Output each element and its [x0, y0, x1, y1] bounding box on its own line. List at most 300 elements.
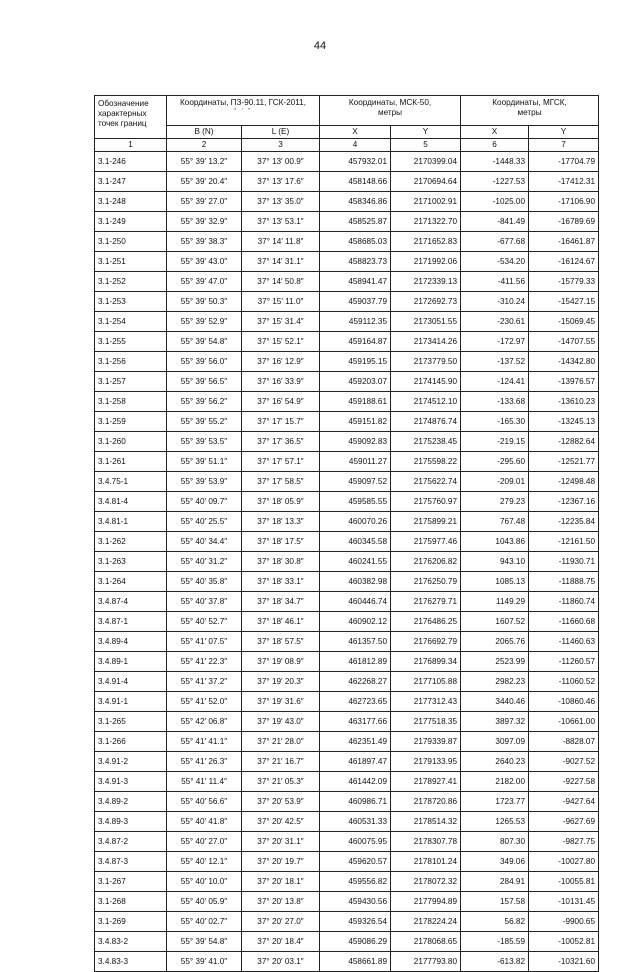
msk-x-cell: 458525.87: [320, 212, 391, 232]
latitude-cell: 55° 40′ 12.1″: [167, 852, 242, 872]
mgsk-x-cell: -137.52: [461, 352, 529, 372]
msk-y-cell: 2177994.89: [391, 892, 461, 912]
longitude-cell: 37° 17′ 15.7″: [242, 412, 320, 432]
header-point-designation-line-2: характерных: [98, 109, 147, 118]
msk-x-cell: 461442.09: [320, 772, 391, 792]
table-row: [95, 912, 599, 932]
mgsk-x-cell: 284.91: [461, 872, 529, 892]
latitude-cell: 55° 39′ 52.9″: [167, 312, 242, 332]
mgsk-x-cell: 1149.29: [461, 592, 529, 612]
latitude-cell: 55° 41′ 26.3″: [167, 752, 242, 772]
table-row: [95, 192, 599, 212]
longitude-cell: 37° 20′ 42.5″: [242, 812, 320, 832]
msk-y-cell: 2179339.87: [391, 732, 461, 752]
msk-y-cell: 2174512.10: [391, 392, 461, 412]
point-id-cell: 3.4.91-2: [95, 752, 167, 772]
longitude-cell: 37° 14′ 11.8″: [242, 232, 320, 252]
msk-x-cell: 459203.07: [320, 372, 391, 392]
longitude-cell: 37° 17′ 36.5″: [242, 432, 320, 452]
mgsk-y-cell: -9027.52: [529, 752, 599, 772]
point-id-cell: 3.4.87-4: [95, 592, 167, 612]
longitude-cell: 37° 17′ 57.1″: [242, 452, 320, 472]
msk-y-cell: 2178224.24: [391, 912, 461, 932]
latitude-cell: 55° 40′ 25.5″: [167, 512, 242, 532]
latitude-cell: 55° 39′ 27.0″: [167, 192, 242, 212]
table-row: [95, 752, 599, 772]
mgsk-x-cell: 3440.46: [461, 692, 529, 712]
mgsk-x-cell: -230.61: [461, 312, 529, 332]
longitude-cell: 37° 15′ 31.4″: [242, 312, 320, 332]
mgsk-x-cell: 767.48: [461, 512, 529, 532]
longitude-cell: 37° 16′ 12.9″: [242, 352, 320, 372]
msk-y-cell: 2176899.34: [391, 652, 461, 672]
msk-x-cell: 459112.35: [320, 312, 391, 332]
mgsk-x-cell: -1448.33: [461, 152, 529, 172]
msk-x-cell: 460241.55: [320, 552, 391, 572]
longitude-cell: 37° 21′ 16.7″: [242, 752, 320, 772]
point-id-cell: 3.1-266: [95, 732, 167, 752]
msk-y-cell: 2178514.32: [391, 812, 461, 832]
mgsk-y-cell: -10052.81: [529, 932, 599, 952]
msk-x-cell: 461357.50: [320, 632, 391, 652]
header-sub-l: L (E): [242, 126, 320, 139]
mgsk-y-cell: -12521.77: [529, 452, 599, 472]
longitude-cell: 37° 18′ 33.1″: [242, 572, 320, 592]
mgsk-y-cell: -11930.71: [529, 552, 599, 572]
mgsk-y-cell: -11060.52: [529, 672, 599, 692]
point-id-cell: 3.4.89-3: [95, 812, 167, 832]
point-id-cell: 3.1-250: [95, 232, 167, 252]
page-number: 44: [313, 40, 327, 52]
longitude-cell: 37° 15′ 52.1″: [242, 332, 320, 352]
longitude-cell: 37° 19′ 20.3″: [242, 672, 320, 692]
latitude-cell: 55° 39′ 43.0″: [167, 252, 242, 272]
table-row: [95, 212, 599, 232]
table-row: [95, 732, 599, 752]
mgsk-y-cell: -12367.16: [529, 492, 599, 512]
header-sub-x-mgsk: X: [461, 126, 529, 139]
header-group-mgsk-line-1: Координаты, МГСК,: [492, 98, 567, 107]
header-sub-b: B (N): [167, 126, 242, 139]
latitude-cell: 55° 40′ 05.9″: [167, 892, 242, 912]
mgsk-y-cell: -10027.80: [529, 852, 599, 872]
longitude-cell: 37° 20′ 18.1″: [242, 872, 320, 892]
msk-x-cell: 461897.47: [320, 752, 391, 772]
mgsk-x-cell: -209.01: [461, 472, 529, 492]
msk-x-cell: 459188.61: [320, 392, 391, 412]
latitude-cell: 55° 39′ 47.0″: [167, 272, 242, 292]
msk-y-cell: 2172692.73: [391, 292, 461, 312]
column-number: 7: [529, 139, 599, 152]
table-row: [95, 272, 599, 292]
latitude-cell: 55° 39′ 55.2″: [167, 412, 242, 432]
latitude-cell: 55° 39′ 38.3″: [167, 232, 242, 252]
msk-x-cell: 459037.79: [320, 292, 391, 312]
mgsk-x-cell: -310.24: [461, 292, 529, 312]
longitude-cell: 37° 13′ 53.1″: [242, 212, 320, 232]
point-id-cell: 3.4.83-2: [95, 932, 167, 952]
table-row: [95, 472, 599, 492]
mgsk-x-cell: 2640.23: [461, 752, 529, 772]
mgsk-x-cell: 1723.77: [461, 792, 529, 812]
point-id-cell: 3.4.87-3: [95, 852, 167, 872]
point-id-cell: 3.1-255: [95, 332, 167, 352]
mgsk-x-cell: 1085.13: [461, 572, 529, 592]
table-row: [95, 492, 599, 512]
msk-x-cell: 460345.58: [320, 532, 391, 552]
mgsk-x-cell: -1227.53: [461, 172, 529, 192]
longitude-cell: 37° 20′ 19.7″: [242, 852, 320, 872]
mgsk-x-cell: -613.82: [461, 952, 529, 972]
msk-x-cell: 459151.82: [320, 412, 391, 432]
mgsk-y-cell: -9900.65: [529, 912, 599, 932]
point-id-cell: 3.1-252: [95, 272, 167, 292]
point-id-cell: 3.1-247: [95, 172, 167, 192]
latitude-cell: 55° 42′ 06.8″: [167, 712, 242, 732]
mgsk-x-cell: -677.68: [461, 232, 529, 252]
point-id-cell: 3.1-246: [95, 152, 167, 172]
msk-x-cell: 460986.71: [320, 792, 391, 812]
msk-y-cell: 2175899.21: [391, 512, 461, 532]
mgsk-x-cell: 56.82: [461, 912, 529, 932]
msk-x-cell: 459195.15: [320, 352, 391, 372]
msk-x-cell: 463177.66: [320, 712, 391, 732]
point-id-cell: 3.1-258: [95, 392, 167, 412]
header-sub-y-mgsk: Y: [529, 126, 599, 139]
mgsk-y-cell: -13610.23: [529, 392, 599, 412]
longitude-cell: 37° 18′ 13.3″: [242, 512, 320, 532]
point-id-cell: 3.4.91-3: [95, 772, 167, 792]
mgsk-y-cell: -11860.74: [529, 592, 599, 612]
longitude-cell: 37° 18′ 57.5″: [242, 632, 320, 652]
longitude-cell: 37° 18′ 46.1″: [242, 612, 320, 632]
mgsk-x-cell: -1025.00: [461, 192, 529, 212]
header-point-designation-line-1: Обозначение: [98, 99, 149, 108]
mgsk-y-cell: -10860.46: [529, 692, 599, 712]
latitude-cell: 55° 39′ 53.9″: [167, 472, 242, 492]
msk-x-cell: 458823.73: [320, 252, 391, 272]
msk-x-cell: 459097.52: [320, 472, 391, 492]
mgsk-y-cell: -10055.81: [529, 872, 599, 892]
mgsk-y-cell: -11260.57: [529, 652, 599, 672]
header-group-pz90-units: ° ′ ″: [234, 108, 252, 114]
longitude-cell: 37° 14′ 31.1″: [242, 252, 320, 272]
msk-y-cell: 2176486.25: [391, 612, 461, 632]
column-number-row: [95, 139, 599, 152]
mgsk-x-cell: -185.59: [461, 932, 529, 952]
header-group-msk50-line-2: метры: [377, 108, 403, 117]
table-row: [95, 872, 599, 892]
msk-x-cell: 460902.12: [320, 612, 391, 632]
longitude-cell: 37° 18′ 05.9″: [242, 492, 320, 512]
point-id-cell: 3.4.87-2: [95, 832, 167, 852]
table-row: [95, 332, 599, 352]
mgsk-x-cell: 349.06: [461, 852, 529, 872]
longitude-cell: 37° 19′ 31.6″: [242, 692, 320, 712]
latitude-cell: 55° 40′ 31.2″: [167, 552, 242, 572]
mgsk-x-cell: -172.97: [461, 332, 529, 352]
mgsk-y-cell: -11660.68: [529, 612, 599, 632]
latitude-cell: 55° 41′ 41.1″: [167, 732, 242, 752]
longitude-cell: 37° 19′ 08.9″: [242, 652, 320, 672]
table-row: [95, 892, 599, 912]
mgsk-x-cell: 1607.52: [461, 612, 529, 632]
msk-x-cell: 462723.65: [320, 692, 391, 712]
longitude-cell: 37° 16′ 54.9″: [242, 392, 320, 412]
msk-y-cell: 2178927.41: [391, 772, 461, 792]
table-row: [95, 932, 599, 952]
mgsk-y-cell: -14342.80: [529, 352, 599, 372]
msk-x-cell: 458346.86: [320, 192, 391, 212]
column-number: 1: [95, 139, 167, 152]
mgsk-y-cell: -9827.75: [529, 832, 599, 852]
latitude-cell: 55° 40′ 35.8″: [167, 572, 242, 592]
mgsk-x-cell: -219.15: [461, 432, 529, 452]
table-row: [95, 412, 599, 432]
mgsk-x-cell: -133.68: [461, 392, 529, 412]
column-number: 3: [242, 139, 320, 152]
longitude-cell: 37° 18′ 17.5″: [242, 532, 320, 552]
msk-y-cell: 2176250.79: [391, 572, 461, 592]
mgsk-y-cell: -12498.48: [529, 472, 599, 492]
table-row: [95, 952, 599, 972]
table-row: [95, 152, 599, 172]
msk-y-cell: 2179133.95: [391, 752, 461, 772]
latitude-cell: 55° 39′ 56.0″: [167, 352, 242, 372]
table-row: [95, 432, 599, 452]
point-id-cell: 3.4.89-1: [95, 652, 167, 672]
latitude-cell: 55° 40′ 09.7″: [167, 492, 242, 512]
latitude-cell: 55° 41′ 11.4″: [167, 772, 242, 792]
msk-y-cell: 2170399.04: [391, 152, 461, 172]
table-row: [95, 792, 599, 812]
longitude-cell: 37° 16′ 33.9″: [242, 372, 320, 392]
point-id-cell: 3.4.91-4: [95, 672, 167, 692]
msk-x-cell: 460075.95: [320, 832, 391, 852]
msk-y-cell: 2174145.90: [391, 372, 461, 392]
latitude-cell: 55° 39′ 13.2″: [167, 152, 242, 172]
header-sub-y-msk: Y: [391, 126, 461, 139]
mgsk-y-cell: -10661.00: [529, 712, 599, 732]
mgsk-x-cell: 2065.76: [461, 632, 529, 652]
msk-y-cell: 2178068.65: [391, 932, 461, 952]
msk-x-cell: 460070.26: [320, 512, 391, 532]
msk-y-cell: 2176692.79: [391, 632, 461, 652]
msk-y-cell: 2178720.86: [391, 792, 461, 812]
header-sub-x-msk: X: [320, 126, 391, 139]
latitude-cell: 55° 39′ 53.5″: [167, 432, 242, 452]
header-group-mgsk: [461, 96, 599, 126]
point-id-cell: 3.1-251: [95, 252, 167, 272]
mgsk-y-cell: -9627.69: [529, 812, 599, 832]
longitude-cell: 37° 18′ 34.7″: [242, 592, 320, 612]
longitude-cell: 37° 19′ 43.0″: [242, 712, 320, 732]
longitude-cell: 37° 21′ 05.3″: [242, 772, 320, 792]
longitude-cell: 37° 20′ 27.0″: [242, 912, 320, 932]
msk-x-cell: 457932.01: [320, 152, 391, 172]
msk-x-cell: 460531.33: [320, 812, 391, 832]
msk-x-cell: 462268.27: [320, 672, 391, 692]
mgsk-y-cell: -15779.33: [529, 272, 599, 292]
latitude-cell: 55° 40′ 10.0″: [167, 872, 242, 892]
table-row: [95, 512, 599, 532]
mgsk-x-cell: 157.58: [461, 892, 529, 912]
point-id-cell: 3.4.75-1: [95, 472, 167, 492]
msk-y-cell: 2172339.13: [391, 272, 461, 292]
mgsk-y-cell: -15427.15: [529, 292, 599, 312]
latitude-cell: 55° 40′ 27.0″: [167, 832, 242, 852]
mgsk-x-cell: -534.20: [461, 252, 529, 272]
table-row: [95, 452, 599, 472]
point-id-cell: 3.1-254: [95, 312, 167, 332]
mgsk-y-cell: -16789.69: [529, 212, 599, 232]
mgsk-y-cell: -10321.60: [529, 952, 599, 972]
mgsk-x-cell: 3097.09: [461, 732, 529, 752]
msk-x-cell: 459585.55: [320, 492, 391, 512]
point-id-cell: 3.4.81-4: [95, 492, 167, 512]
point-id-cell: 3.1-265: [95, 712, 167, 732]
table-row: [95, 232, 599, 252]
latitude-cell: 55° 41′ 22.3″: [167, 652, 242, 672]
mgsk-x-cell: 2523.99: [461, 652, 529, 672]
longitude-cell: 37° 20′ 18.4″: [242, 932, 320, 952]
longitude-cell: 37° 17′ 58.5″: [242, 472, 320, 492]
longitude-cell: 37° 20′ 53.9″: [242, 792, 320, 812]
mgsk-y-cell: -9427.64: [529, 792, 599, 812]
mgsk-x-cell: 279.23: [461, 492, 529, 512]
msk-y-cell: 2177312.43: [391, 692, 461, 712]
msk-y-cell: 2171652.83: [391, 232, 461, 252]
point-id-cell: 3.1-248: [95, 192, 167, 212]
longitude-cell: 37° 20′ 31.1″: [242, 832, 320, 852]
table-row: [95, 632, 599, 652]
table-row: [95, 592, 599, 612]
mgsk-y-cell: -10131.45: [529, 892, 599, 912]
mgsk-y-cell: -8828.07: [529, 732, 599, 752]
msk-x-cell: 459086.29: [320, 932, 391, 952]
point-id-cell: 3.1-249: [95, 212, 167, 232]
msk-x-cell: 459556.82: [320, 872, 391, 892]
msk-x-cell: 459326.54: [320, 912, 391, 932]
table-row: [95, 612, 599, 632]
mgsk-x-cell: 2182.00: [461, 772, 529, 792]
msk-y-cell: 2174876.74: [391, 412, 461, 432]
longitude-cell: 37° 18′ 30.8″: [242, 552, 320, 572]
msk-y-cell: 2175598.22: [391, 452, 461, 472]
point-id-cell: 3.1-256: [95, 352, 167, 372]
mgsk-x-cell: 2982.23: [461, 672, 529, 692]
latitude-cell: 55° 41′ 52.0″: [167, 692, 242, 712]
table-row: [95, 392, 599, 412]
table-row: [95, 712, 599, 732]
coordinates-table: [94, 95, 599, 972]
latitude-cell: 55° 39′ 20.4″: [167, 172, 242, 192]
msk-x-cell: 462351.49: [320, 732, 391, 752]
header-group-pz90-label: Координаты, ПЗ-90.11, ГСК-2011,: [180, 98, 307, 107]
table-row: [95, 292, 599, 312]
header-group-pz90: [167, 96, 320, 126]
table-body: [95, 152, 599, 972]
msk-y-cell: 2178072.32: [391, 872, 461, 892]
msk-x-cell: 461812.89: [320, 652, 391, 672]
table-row: [95, 652, 599, 672]
point-id-cell: 3.1-261: [95, 452, 167, 472]
latitude-cell: 55° 39′ 56.5″: [167, 372, 242, 392]
mgsk-y-cell: -15069.45: [529, 312, 599, 332]
point-id-cell: 3.1-263: [95, 552, 167, 572]
msk-x-cell: 459011.27: [320, 452, 391, 472]
table-row: [95, 252, 599, 272]
msk-y-cell: 2178101.24: [391, 852, 461, 872]
mgsk-x-cell: 1043.86: [461, 532, 529, 552]
point-id-cell: 3.4.83-3: [95, 952, 167, 972]
point-id-cell: 3.4.81-1: [95, 512, 167, 532]
table-row: [95, 552, 599, 572]
longitude-cell: 37° 13′ 35.0″: [242, 192, 320, 212]
mgsk-y-cell: -11460.63: [529, 632, 599, 652]
mgsk-x-cell: -295.60: [461, 452, 529, 472]
point-id-cell: 3.1-253: [95, 292, 167, 312]
mgsk-y-cell: -12161.50: [529, 532, 599, 552]
msk-x-cell: 459430.56: [320, 892, 391, 912]
longitude-cell: 37° 21′ 28.0″: [242, 732, 320, 752]
mgsk-y-cell: -12882.64: [529, 432, 599, 452]
latitude-cell: 55° 39′ 56.2″: [167, 392, 242, 412]
msk-y-cell: 2170694.64: [391, 172, 461, 192]
msk-x-cell: 458941.47: [320, 272, 391, 292]
latitude-cell: 55° 40′ 56.6″: [167, 792, 242, 812]
msk-x-cell: 460382.98: [320, 572, 391, 592]
longitude-cell: 37° 20′ 13.8″: [242, 892, 320, 912]
latitude-cell: 55° 40′ 02.7″: [167, 912, 242, 932]
point-id-cell: 3.1-260: [95, 432, 167, 452]
msk-x-cell: 460446.74: [320, 592, 391, 612]
msk-y-cell: 2176206.82: [391, 552, 461, 572]
column-number: 6: [461, 139, 529, 152]
point-id-cell: 3.4.91-1: [95, 692, 167, 712]
msk-y-cell: 2173779.50: [391, 352, 461, 372]
msk-y-cell: 2171992.06: [391, 252, 461, 272]
longitude-cell: 37° 13′ 00.9″: [242, 152, 320, 172]
latitude-cell: 55° 40′ 37.8″: [167, 592, 242, 612]
latitude-cell: 55° 40′ 34.4″: [167, 532, 242, 552]
table-row: [95, 312, 599, 332]
table-row: [95, 852, 599, 872]
mgsk-y-cell: -17106.90: [529, 192, 599, 212]
mgsk-y-cell: -14707.55: [529, 332, 599, 352]
msk-x-cell: 459092.83: [320, 432, 391, 452]
msk-y-cell: 2177105.88: [391, 672, 461, 692]
point-id-cell: 3.1-257: [95, 372, 167, 392]
msk-y-cell: 2177518.35: [391, 712, 461, 732]
point-id-cell: 3.1-259: [95, 412, 167, 432]
header-group-msk50-line-1: Координаты, МСК-50,: [348, 98, 432, 107]
point-id-cell: 3.1-264: [95, 572, 167, 592]
header-group-msk50: [320, 96, 461, 126]
mgsk-y-cell: -13245.13: [529, 412, 599, 432]
header-group-mgsk-line-2: метры: [517, 108, 542, 117]
mgsk-x-cell: 1265.53: [461, 812, 529, 832]
table-row: [95, 572, 599, 592]
point-id-cell: 3.4.89-4: [95, 632, 167, 652]
longitude-cell: 37° 20′ 03.1″: [242, 952, 320, 972]
msk-y-cell: 2173414.26: [391, 332, 461, 352]
msk-x-cell: 458148.66: [320, 172, 391, 192]
point-id-cell: 3.1-269: [95, 912, 167, 932]
mgsk-x-cell: -411.56: [461, 272, 529, 292]
longitude-cell: 37° 15′ 11.0″: [242, 292, 320, 312]
latitude-cell: 55° 39′ 51.1″: [167, 452, 242, 472]
